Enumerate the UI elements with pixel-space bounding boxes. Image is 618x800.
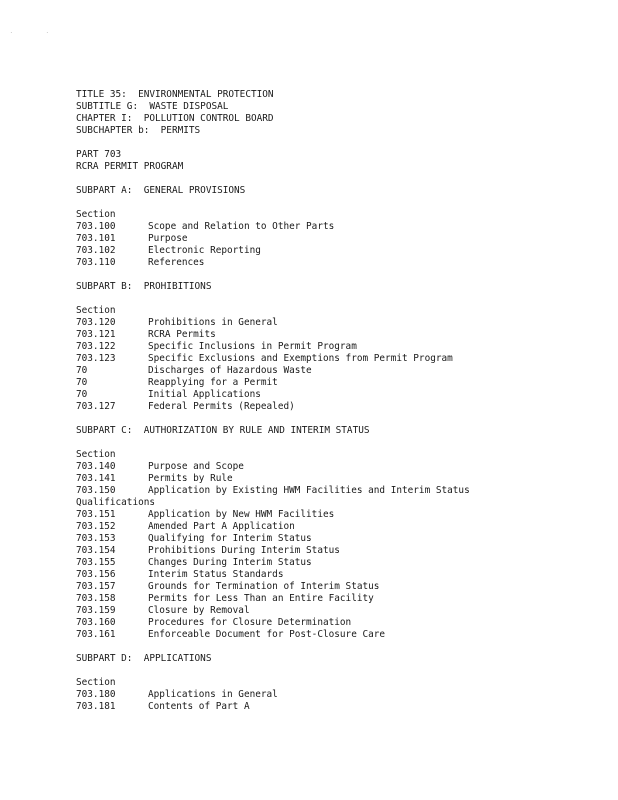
section-entry <box>76 701 596 713</box>
section-column-label: Section <box>76 449 116 460</box>
section-title: Prohibitions During Interim Status <box>148 545 340 556</box>
section-number: 703.121 <box>76 329 116 340</box>
section-entry <box>76 233 596 245</box>
section-entry <box>76 221 596 233</box>
section-title: Purpose and Scope <box>148 461 244 472</box>
section-number: 703.180 <box>76 689 116 700</box>
section-number: 703.161 <box>76 629 116 640</box>
section-number: 703.127 <box>76 401 116 412</box>
section-title: Enforceable Document for Post-Closure Care <box>148 629 386 640</box>
section-entry <box>76 461 596 473</box>
section-title-continuation: Qualifications <box>76 497 156 508</box>
section-title: Changes During Interim Status <box>148 557 312 568</box>
subpart-group <box>76 185 596 281</box>
section-entry <box>76 257 596 269</box>
subpart-heading: SUBPART B: PROHIBITIONS <box>76 281 212 292</box>
section-column-label: Section <box>76 305 116 316</box>
section-entry <box>76 617 596 629</box>
section-number: 703.151 <box>76 509 116 520</box>
chapter-line: CHAPTER I: POLLUTION CONTROL BOARD <box>76 113 274 124</box>
section-title: Qualifying for Interim Status <box>148 533 312 544</box>
section-entry <box>76 245 596 257</box>
section-number: 703.101 <box>76 233 116 244</box>
section-title: Closure by Removal <box>148 605 250 616</box>
section-number: 70 <box>76 389 88 400</box>
subtitle-line: SUBTITLE G: WASTE DISPOSAL <box>76 101 229 112</box>
section-number: 703.156 <box>76 569 116 580</box>
section-number: 703.123 <box>76 353 116 364</box>
section-title: Scope and Relation to Other Parts <box>148 221 335 232</box>
section-entry <box>76 689 596 701</box>
subpart-group <box>76 653 596 713</box>
section-entry <box>76 569 596 581</box>
section-number: 703.102 <box>76 245 116 256</box>
section-entry <box>76 629 596 641</box>
section-entry <box>76 545 596 557</box>
section-entry <box>76 533 596 545</box>
section-number: 703.122 <box>76 341 116 352</box>
section-entry <box>76 377 596 389</box>
section-title: Application by Existing HWM Facilities and Interim Status <box>148 485 470 496</box>
section-number: 703.160 <box>76 617 116 628</box>
section-title: Purpose <box>148 233 188 244</box>
section-title: Application by New HWM Facilities <box>148 509 335 520</box>
document-page <box>76 89 596 713</box>
section-entry <box>76 353 596 365</box>
section-entry <box>76 389 596 401</box>
part-name: RCRA PERMIT PROGRAM <box>76 161 184 172</box>
section-title: Grounds for Termination of Interim Status <box>148 581 380 592</box>
section-title: Reapplying for a Permit <box>148 377 278 388</box>
section-title: Specific Inclusions in Permit Program <box>148 341 357 352</box>
section-number: 703.110 <box>76 257 116 268</box>
section-title: Specific Exclusions and Exemptions from Permit Program <box>148 353 453 364</box>
section-number: 703.154 <box>76 545 116 556</box>
subpart-group <box>76 281 596 425</box>
section-number: 703.158 <box>76 593 116 604</box>
section-title: Prohibitions in General <box>148 317 278 328</box>
section-number: 703.155 <box>76 557 116 568</box>
subpart-heading: SUBPART A: GENERAL PROVISIONS <box>76 185 246 196</box>
section-number: 703.153 <box>76 533 116 544</box>
section-number: 70 <box>76 377 88 388</box>
section-entry <box>76 317 596 329</box>
section-number: 703.120 <box>76 317 116 328</box>
section-title: RCRA Permits <box>148 329 216 340</box>
section-number: 703.152 <box>76 521 116 532</box>
section-title: Electronic Reporting <box>148 245 261 256</box>
section-entry <box>76 485 596 497</box>
subchapter-line: SUBCHAPTER b: PERMITS <box>76 125 201 136</box>
section-title: Federal Permits (Repealed) <box>148 401 295 412</box>
section-entry <box>76 341 596 353</box>
section-number: 703.100 <box>76 221 116 232</box>
section-title: Permits for Less Than an Entire Facility <box>148 593 374 604</box>
section-entry <box>76 329 596 341</box>
section-number: 703.181 <box>76 701 116 712</box>
section-title: Contents of Part A <box>148 701 250 712</box>
scan-speck: · <box>10 30 13 35</box>
section-number: 703.157 <box>76 581 116 592</box>
part-number: PART 703 <box>76 149 122 160</box>
title-line: TITLE 35: ENVIRONMENTAL PROTECTION <box>76 89 274 100</box>
section-title: References <box>148 257 205 268</box>
section-title: Discharges of Hazardous Waste <box>148 365 312 376</box>
section-entry <box>76 401 596 413</box>
table-of-contents <box>76 185 596 713</box>
section-title: Applications in General <box>148 689 278 700</box>
section-entry <box>76 473 596 485</box>
section-title: Amended Part A Application <box>148 521 295 532</box>
section-title: Procedures for Closure Determination <box>148 617 352 628</box>
section-entry <box>76 521 596 533</box>
section-number: 70 <box>76 365 88 376</box>
section-number: 703.159 <box>76 605 116 616</box>
section-number: 703.150 <box>76 485 116 496</box>
section-number: 703.140 <box>76 461 116 472</box>
scan-speck: · <box>46 30 49 35</box>
section-title: Permits by Rule <box>148 473 233 484</box>
subpart-group <box>76 425 596 653</box>
section-entry <box>76 365 596 377</box>
section-entry <box>76 509 596 521</box>
section-title: Interim Status Standards <box>148 569 284 580</box>
section-column-label: Section <box>76 209 116 220</box>
section-column-label: Section <box>76 677 116 688</box>
subpart-heading: SUBPART D: APPLICATIONS <box>76 653 212 664</box>
section-entry <box>76 593 596 605</box>
subpart-heading: SUBPART C: AUTHORIZATION BY RULE AND INTERIM STATUS <box>76 425 370 436</box>
section-title: Initial Applications <box>148 389 261 400</box>
section-number: 703.141 <box>76 473 116 484</box>
section-entry <box>76 557 596 569</box>
section-entry <box>76 581 596 593</box>
section-entry <box>76 605 596 617</box>
